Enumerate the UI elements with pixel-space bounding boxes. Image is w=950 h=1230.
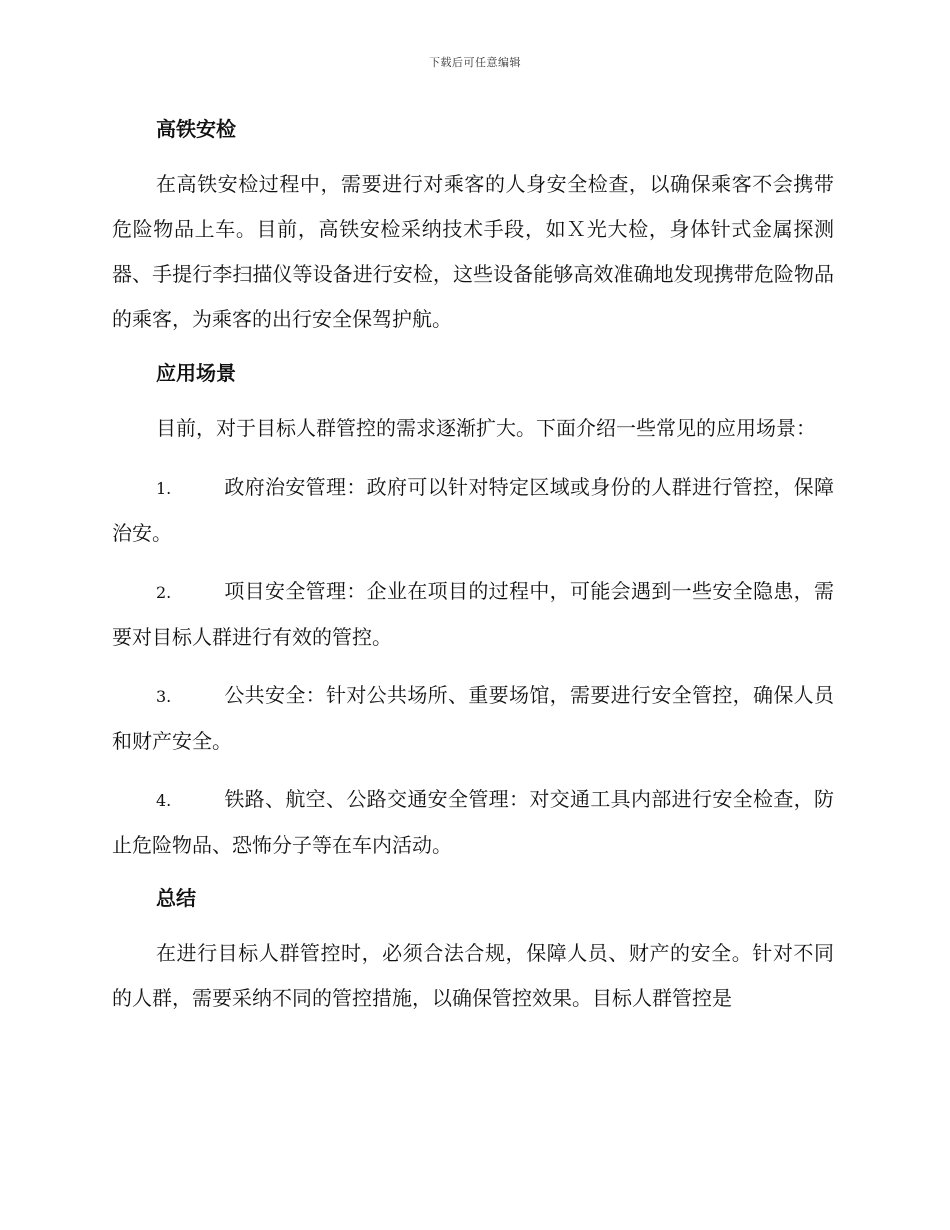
list-text: 政府治安管理：政府可以针对特定区域或身份的人群进行管控，保障治安。	[112, 475, 834, 545]
paragraph-scenarios-intro: 目前，对于目标人群管控的需求逐渐扩大。下面介绍一些常见的应用场景：	[156, 416, 816, 440]
list-number: 4.	[156, 791, 172, 810]
section-heading-scenarios: 应用场景	[156, 361, 236, 385]
list-number: 3.	[156, 687, 172, 706]
list-item	[112, 777, 834, 868]
list-text: 公共安全：针对公共场所、重要场馆，需要进行安全管控，确保人员和财产安全。	[112, 683, 834, 753]
section-heading-security-check: 高铁安检	[156, 117, 236, 141]
document-body	[112, 112, 834, 1035]
list-text: 铁路、航空、公路交通安全管理：对交通工具内部进行安全检查，防止危险物品、恐怖分子等在车内活动。	[112, 787, 834, 857]
paragraph-security-check: 在高铁安检过程中，需要进行对乘客的人身安全检查，以确保乘客不会携带危险物品上车。目前，高铁安检采纳技术手段，如Ｘ光大检，身体针式金属探测器、手提行李扫描仪等设备进行安检，这些设备能够高效准确地发现携带危险物品的乘客，为乘客的出行安全保驾护航。	[112, 172, 834, 331]
list-number: 2.	[156, 583, 172, 602]
section-heading-summary: 总结	[156, 886, 196, 910]
list-item	[112, 465, 834, 556]
page-header: 下载后可任意编辑	[429, 56, 521, 69]
list-text: 项目安全管理：企业在项目的过程中，可能会遇到一些安全隐患，需要对目标人群进行有效的管控。	[112, 579, 834, 649]
list-item	[112, 569, 834, 660]
paragraph-summary: 在进行目标人群管控时，必须合法合规，保障人员、财产的安全。针对不同的人群，需要采纳不同的管控措施，以确保管控效果。目标人群管控是	[112, 941, 834, 1010]
list-number: 1.	[156, 479, 172, 498]
list-item	[112, 673, 834, 764]
